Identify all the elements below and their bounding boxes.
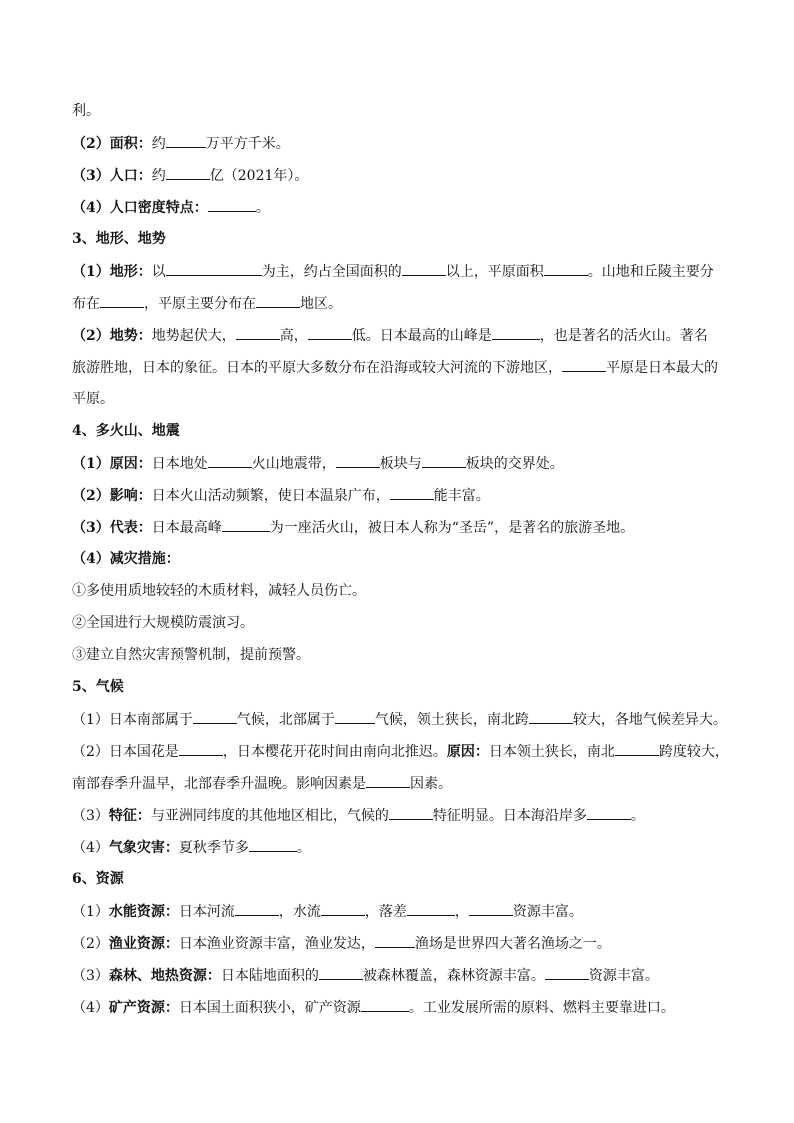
blank-factor[interactable] [366, 773, 410, 788]
blank-low[interactable] [308, 325, 352, 340]
text: 。山地和丘陵主要分 [587, 264, 714, 280]
text: 气候，领土狭长，南北跨 [374, 712, 529, 728]
blank-drop[interactable] [407, 901, 455, 916]
terrain-line-3: 平原。 [72, 391, 114, 407]
blank-disaster[interactable] [249, 837, 297, 852]
text: 以上，平原面积 [445, 264, 544, 280]
text: 为主，约占全国面积的 [261, 264, 402, 280]
text: 。 [255, 200, 270, 216]
blank-density[interactable] [208, 197, 256, 212]
text: ，水流 [278, 904, 321, 920]
blank-flow[interactable] [321, 901, 365, 916]
text: 资源丰富。 [588, 968, 659, 984]
text: （3） [72, 968, 109, 984]
text: 约 [151, 136, 166, 152]
blank-south-climate[interactable] [193, 709, 237, 724]
text: 因素。 [410, 776, 452, 792]
blank-climate-feature[interactable] [389, 805, 433, 820]
area-line [72, 133, 732, 154]
section-4-title: 4、多火山、地震 [72, 423, 180, 439]
text: （4） [72, 840, 109, 856]
text: 亿（2021年）。 [209, 168, 309, 184]
blank-population[interactable] [166, 165, 210, 180]
text: 日本领土狭长，南北 [488, 744, 615, 760]
blank-belt[interactable] [208, 453, 252, 468]
text: 火山地震带， [251, 456, 336, 472]
text: （4） [72, 1000, 109, 1016]
climate-line-2 [72, 741, 732, 762]
blank-area[interactable] [166, 133, 206, 148]
reason-label: 原因： [446, 744, 489, 760]
terrain-label: （2）地势： [72, 328, 152, 344]
fishery-line [72, 933, 732, 954]
text: 气候，北部属于 [236, 712, 335, 728]
blank-mountain-ratio[interactable] [402, 261, 446, 276]
text: （2）日本国花是 [72, 744, 179, 760]
area-label: （2）面积： [72, 136, 152, 152]
density-line [72, 197, 732, 218]
blank-forest-ratio[interactable] [319, 965, 363, 980]
text: 资源丰富。 [512, 904, 583, 920]
text: 日本河流 [178, 904, 235, 920]
text: ，落差 [364, 904, 407, 920]
cause-label: （1）原因： [72, 456, 152, 472]
forest-label: 森林、地热资源： [108, 968, 221, 984]
text: 日本渔业资源丰富，渔业发达， [178, 936, 375, 952]
text: 板块的交界处。 [465, 456, 564, 472]
blank-plain-location[interactable] [256, 293, 300, 308]
text: 。工业发展所需的原料、燃料主要靠进口。 [408, 1000, 675, 1016]
blank-high[interactable] [236, 325, 280, 340]
text: 。 [630, 808, 645, 824]
mineral-line [72, 997, 732, 1018]
disaster-label: 气象灾害： [108, 840, 179, 856]
text: 日本火山活动频繁，使日本温泉广布， [151, 488, 390, 504]
text: 日本陆地面积的 [220, 968, 319, 984]
fishery-label: 渔业资源： [108, 936, 179, 952]
text: （1）日本南部属于 [72, 712, 193, 728]
blank-landform[interactable] [166, 261, 262, 276]
text: 被森林覆盖，森林资源丰富。 [362, 968, 545, 984]
text: 旅游胜地，日本的象征。日本的平原大多数分布在沿海或较大河流的下游地区， [72, 360, 562, 376]
blank-north-climate[interactable] [335, 709, 375, 724]
text: 渔场是世界四大著名渔场之一。 [414, 936, 611, 952]
text: 较大，各地气候差异大。 [572, 712, 727, 728]
text: ，也是著名的活火山。著名 [539, 328, 708, 344]
blank-fishery[interactable] [375, 933, 415, 948]
text: （1） [72, 904, 109, 920]
blank-largest-plain[interactable] [562, 357, 606, 372]
text: 万平方千米。 [205, 136, 290, 152]
climate-line-3 [72, 773, 732, 794]
blank-hydro[interactable] [469, 901, 513, 916]
forest-line [72, 965, 732, 986]
climate-disaster-line [72, 837, 732, 858]
blank-latitude-span[interactable] [529, 709, 573, 724]
impact-line [72, 485, 732, 506]
text: 。 [296, 840, 311, 856]
mineral-label: 矿产资源： [108, 1000, 179, 1016]
text: 地区。 [300, 296, 342, 312]
representative-label: （3）代表： [72, 520, 152, 536]
text: 特征明显。日本海沿岸多 [432, 808, 587, 824]
blank-sea-coast[interactable] [587, 805, 631, 820]
blank-energy[interactable] [390, 485, 434, 500]
density-label: （4）人口密度特点： [72, 200, 208, 216]
text: 利。 [72, 103, 100, 119]
representative-line [72, 517, 732, 538]
climate-line-1 [72, 709, 732, 730]
section-5-title: 5、气候 [72, 679, 124, 695]
blank-highest-peak[interactable] [492, 325, 540, 340]
text: 能丰富。 [433, 488, 490, 504]
blank-plate-1[interactable] [336, 453, 380, 468]
measures-label: （4）减灾措施： [72, 551, 180, 567]
terrain-line [72, 325, 732, 346]
text: 平原是日本最大的 [606, 360, 718, 376]
blank-mountain-location[interactable] [100, 293, 144, 308]
water-label: 水能资源： [108, 904, 179, 920]
measure-2: ②全国进行大规模防震演习。 [72, 615, 254, 631]
blank-river-length[interactable] [235, 901, 279, 916]
blank-geothermal[interactable] [545, 965, 589, 980]
blank-mineral[interactable] [361, 997, 409, 1012]
cause-line [72, 453, 732, 474]
text: 南部春季升温早，北部春季升温晚。影响因素是 [72, 776, 366, 792]
text: 约 [151, 168, 166, 184]
text: 日本最高峰 [151, 520, 222, 536]
text: ， [454, 904, 469, 920]
text-line [72, 101, 732, 121]
climate-feature-line [72, 805, 732, 826]
text: 与亚洲同纬度的其他地区相比，气候的 [150, 808, 389, 824]
text: 日本地处 [151, 456, 208, 472]
population-line [72, 165, 732, 186]
section-6-title: 6、资源 [72, 871, 124, 887]
text: 为一座活火山，被日本人称为“圣岳”，是著名的旅游圣地。 [269, 520, 635, 536]
terrain-line-2 [72, 357, 732, 378]
text: 日本国土面积狭小，矿产资源 [178, 1000, 361, 1016]
text: 低。日本最高的山峰是 [351, 328, 492, 344]
text: 板块与 [379, 456, 422, 472]
population-label: （3）人口： [72, 168, 152, 184]
measure-3: ③建立自然灾害预警机制，提前预警。 [72, 647, 310, 663]
landform-line-2 [72, 293, 732, 314]
text: 跨度较大， [658, 744, 729, 760]
text: （3） [72, 808, 109, 824]
blank-span-type[interactable] [615, 741, 659, 756]
measure-1: ①多使用质地较轻的木质材料，减轻人员伤亡。 [72, 583, 366, 599]
text: 布在 [72, 296, 100, 312]
landform-label: （1）地形： [72, 264, 152, 280]
impact-label: （2）影响： [72, 488, 152, 504]
water-resource-line [72, 901, 732, 922]
blank-national-flower[interactable] [179, 741, 223, 756]
text: ，日本樱花开花时间由南向北推迟。 [222, 744, 447, 760]
text: 夏秋季节多 [178, 840, 249, 856]
section-3-title: 3、地形、地势 [72, 231, 166, 247]
text: 高， [279, 328, 308, 344]
feature-label: 特征： [108, 808, 151, 824]
text: 地势起伏大， [151, 328, 236, 344]
blank-plain-area[interactable] [544, 261, 588, 276]
blank-plate-2[interactable] [422, 453, 466, 468]
text: 以 [151, 264, 166, 280]
text: ，平原主要分布在 [144, 296, 256, 312]
landform-line [72, 261, 732, 282]
text: （2） [72, 936, 109, 952]
blank-highest-peak-2[interactable] [222, 517, 270, 532]
